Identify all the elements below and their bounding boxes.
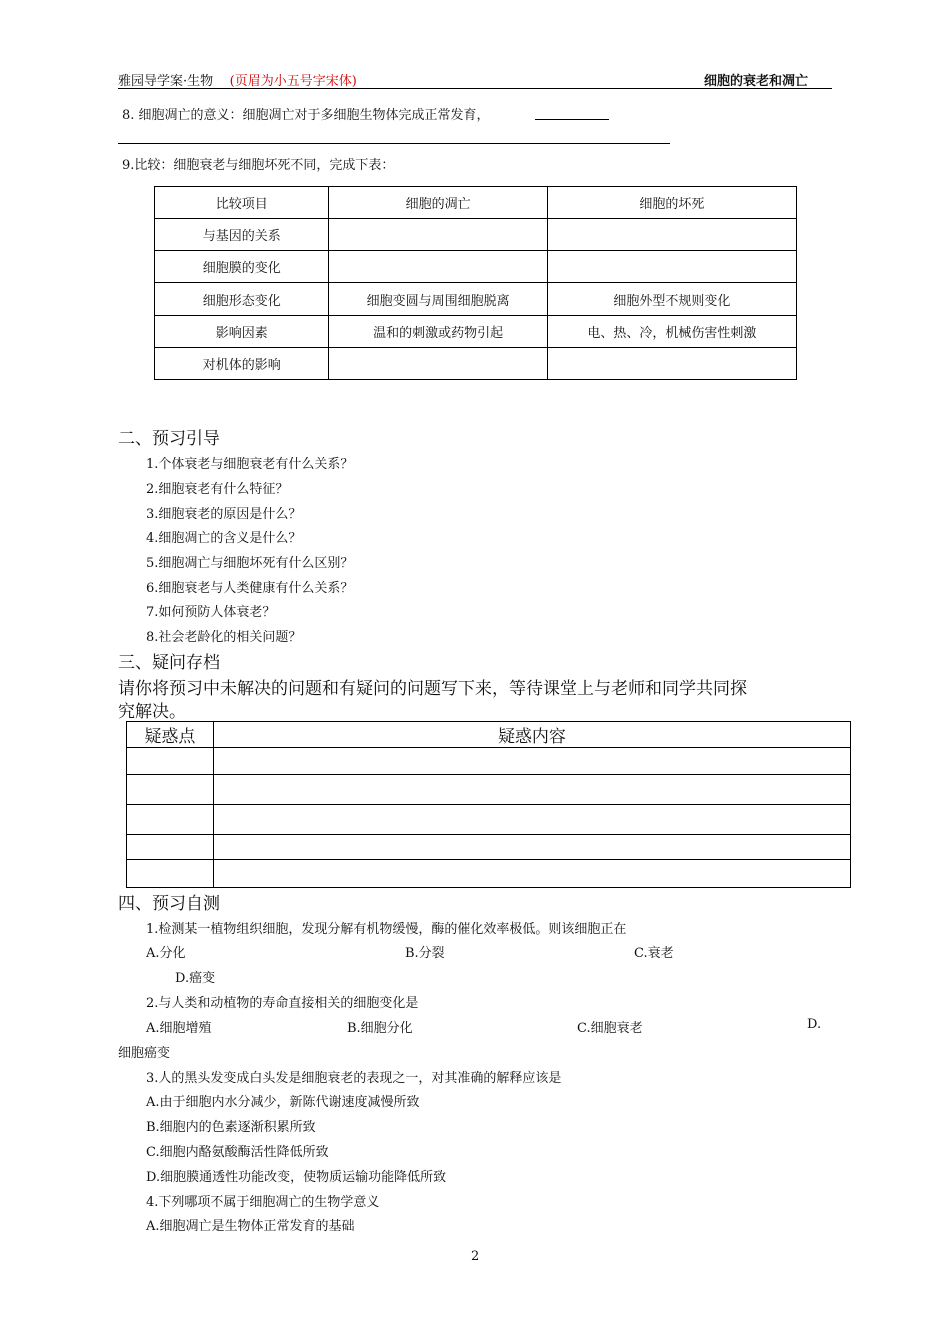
q3-option-c: C.细胞内酪氨酸酶活性降低所致 bbox=[146, 1145, 329, 1160]
header-note: (页眉为小五号字宋体) bbox=[229, 74, 357, 89]
q3-option-a: A.由于细胞内水分减少，新陈代谢速度减慢所致 bbox=[146, 1095, 420, 1110]
section3-intro-1: 请你将预习中未解决的问题和有疑问的问题写下来，等待课堂上与老师和同学共同探 bbox=[118, 679, 747, 699]
section2-item: 1.个体衰老与细胞衰老有什么关系？ bbox=[146, 457, 354, 472]
table-row bbox=[155, 348, 797, 380]
q2-stem: 2.与人类和动植物的寿命直接相关的细胞变化是 bbox=[146, 996, 419, 1011]
q2-option-b: B.细胞分化 bbox=[347, 1021, 413, 1036]
q1-option-a: A.分化 bbox=[146, 946, 186, 961]
table-header-row bbox=[155, 187, 797, 219]
table-row bbox=[155, 316, 797, 348]
table-cell[interactable] bbox=[213, 775, 850, 805]
table-cell[interactable] bbox=[213, 805, 850, 835]
q4-stem: 4.下列哪项不属于细胞凋亡的生物学意义 bbox=[146, 1195, 380, 1210]
table-cell: 与基因的关系 bbox=[155, 219, 329, 251]
q9-text: 9.比较：细胞衰老与细胞坏死不同，完成下表： bbox=[122, 158, 395, 173]
table-cell[interactable] bbox=[127, 775, 214, 805]
section2-item: 4.细胞凋亡的含义是什么？ bbox=[146, 531, 302, 546]
table-header-cell: 细胞的凋亡 bbox=[329, 187, 547, 219]
table-header-row bbox=[127, 722, 851, 748]
table-cell[interactable] bbox=[127, 748, 214, 775]
table-cell[interactable] bbox=[127, 835, 214, 860]
table-cell: 影响因素 bbox=[155, 316, 329, 348]
q8-text: 8. 细胞凋亡的意义：细胞凋亡对于多细胞生物体完成正常发育， bbox=[122, 108, 490, 123]
question-archive-table bbox=[126, 721, 851, 888]
q1-option-d: D.癌变 bbox=[175, 971, 216, 986]
q2-option-a: A.细胞增殖 bbox=[146, 1021, 212, 1036]
table-cell: 细胞外型不规则变化 bbox=[547, 283, 796, 316]
table-cell[interactable] bbox=[213, 748, 850, 775]
section2-title: 二、预习引导 bbox=[118, 429, 220, 449]
q3-option-b: B.细胞内的色素逐渐积累所致 bbox=[146, 1120, 316, 1135]
section2-item: 7.如何预防人体衰老？ bbox=[146, 605, 276, 620]
section2-item: 8.社会老龄化的相关问题？ bbox=[146, 630, 302, 645]
table-cell[interactable] bbox=[127, 860, 214, 888]
q1-stem: 1.检测某一植物组织细胞，发现分解有机物缓慢，酶的催化效率极低。则该细胞正在 bbox=[146, 922, 627, 937]
table-cell: 对机体的影响 bbox=[155, 348, 329, 380]
table-cell: 细胞变圆与周围细胞脱离 bbox=[329, 283, 547, 316]
q3-option-d: D.细胞膜通透性功能改变，使物质运输功能降低所致 bbox=[146, 1170, 447, 1185]
table-row bbox=[127, 748, 851, 775]
header-left: 雅园导学案·生物 (页眉为小五号字宋体) bbox=[118, 74, 357, 89]
q2-option-d-text: 细胞癌变 bbox=[118, 1046, 171, 1061]
section2-item: 3.细胞衰老的原因是什么？ bbox=[146, 507, 302, 522]
table-row bbox=[155, 251, 797, 283]
table-row bbox=[127, 860, 851, 888]
table-header-cell: 疑惑内容 bbox=[213, 722, 850, 748]
comparison-table bbox=[154, 186, 797, 380]
section3-intro-2: 究解决。 bbox=[118, 702, 186, 722]
table-cell: 温和的刺激或药物引起 bbox=[329, 316, 547, 348]
section4-title: 四、预习自测 bbox=[118, 894, 220, 914]
table-cell bbox=[329, 348, 547, 380]
table-row bbox=[155, 219, 797, 251]
q1-option-b: B.分裂 bbox=[405, 946, 445, 961]
table-cell: 细胞形态变化 bbox=[155, 283, 329, 316]
table-cell[interactable] bbox=[213, 835, 850, 860]
table-row bbox=[127, 775, 851, 805]
q2-option-c: C.细胞衰老 bbox=[577, 1021, 643, 1036]
table-cell bbox=[329, 219, 547, 251]
table-cell bbox=[547, 219, 796, 251]
q8-blank-1 bbox=[535, 119, 609, 120]
header-rule bbox=[118, 88, 832, 89]
section2-item: 2.细胞衰老有什么特征？ bbox=[146, 482, 289, 497]
page-number: 2 bbox=[471, 1249, 480, 1264]
q1-option-c: C.衰老 bbox=[634, 946, 674, 961]
q8-blank-2 bbox=[118, 143, 670, 144]
section2-item: 5.细胞凋亡与细胞坏死有什么区别？ bbox=[146, 556, 354, 571]
header-right: 细胞的衰老和凋亡 bbox=[704, 74, 809, 89]
table-header-cell: 细胞的坏死 bbox=[547, 187, 796, 219]
q2-option-d-prefix: D. bbox=[807, 1017, 822, 1032]
q4-option-a: A.细胞凋亡是生物体正常发育的基础 bbox=[146, 1219, 355, 1234]
table-row bbox=[155, 283, 797, 316]
table-row bbox=[127, 835, 851, 860]
table-cell: 电、热、冷，机械伤害性刺激 bbox=[547, 316, 796, 348]
table-cell bbox=[329, 251, 547, 283]
table-cell[interactable] bbox=[213, 860, 850, 888]
table-cell: 细胞膜的变化 bbox=[155, 251, 329, 283]
q3-stem: 3.人的黑头发变成白头发是细胞衰老的表现之一，对其准确的解释应该是 bbox=[146, 1071, 562, 1086]
section2-item: 6.细胞衰老与人类健康有什么关系？ bbox=[146, 581, 354, 596]
table-cell[interactable] bbox=[127, 805, 214, 835]
table-header-cell: 比较项目 bbox=[155, 187, 329, 219]
table-cell bbox=[547, 251, 796, 283]
table-cell bbox=[547, 348, 796, 380]
table-row bbox=[127, 805, 851, 835]
table-header-cell: 疑惑点 bbox=[127, 722, 214, 748]
section3-title: 三、疑问存档 bbox=[118, 653, 220, 673]
